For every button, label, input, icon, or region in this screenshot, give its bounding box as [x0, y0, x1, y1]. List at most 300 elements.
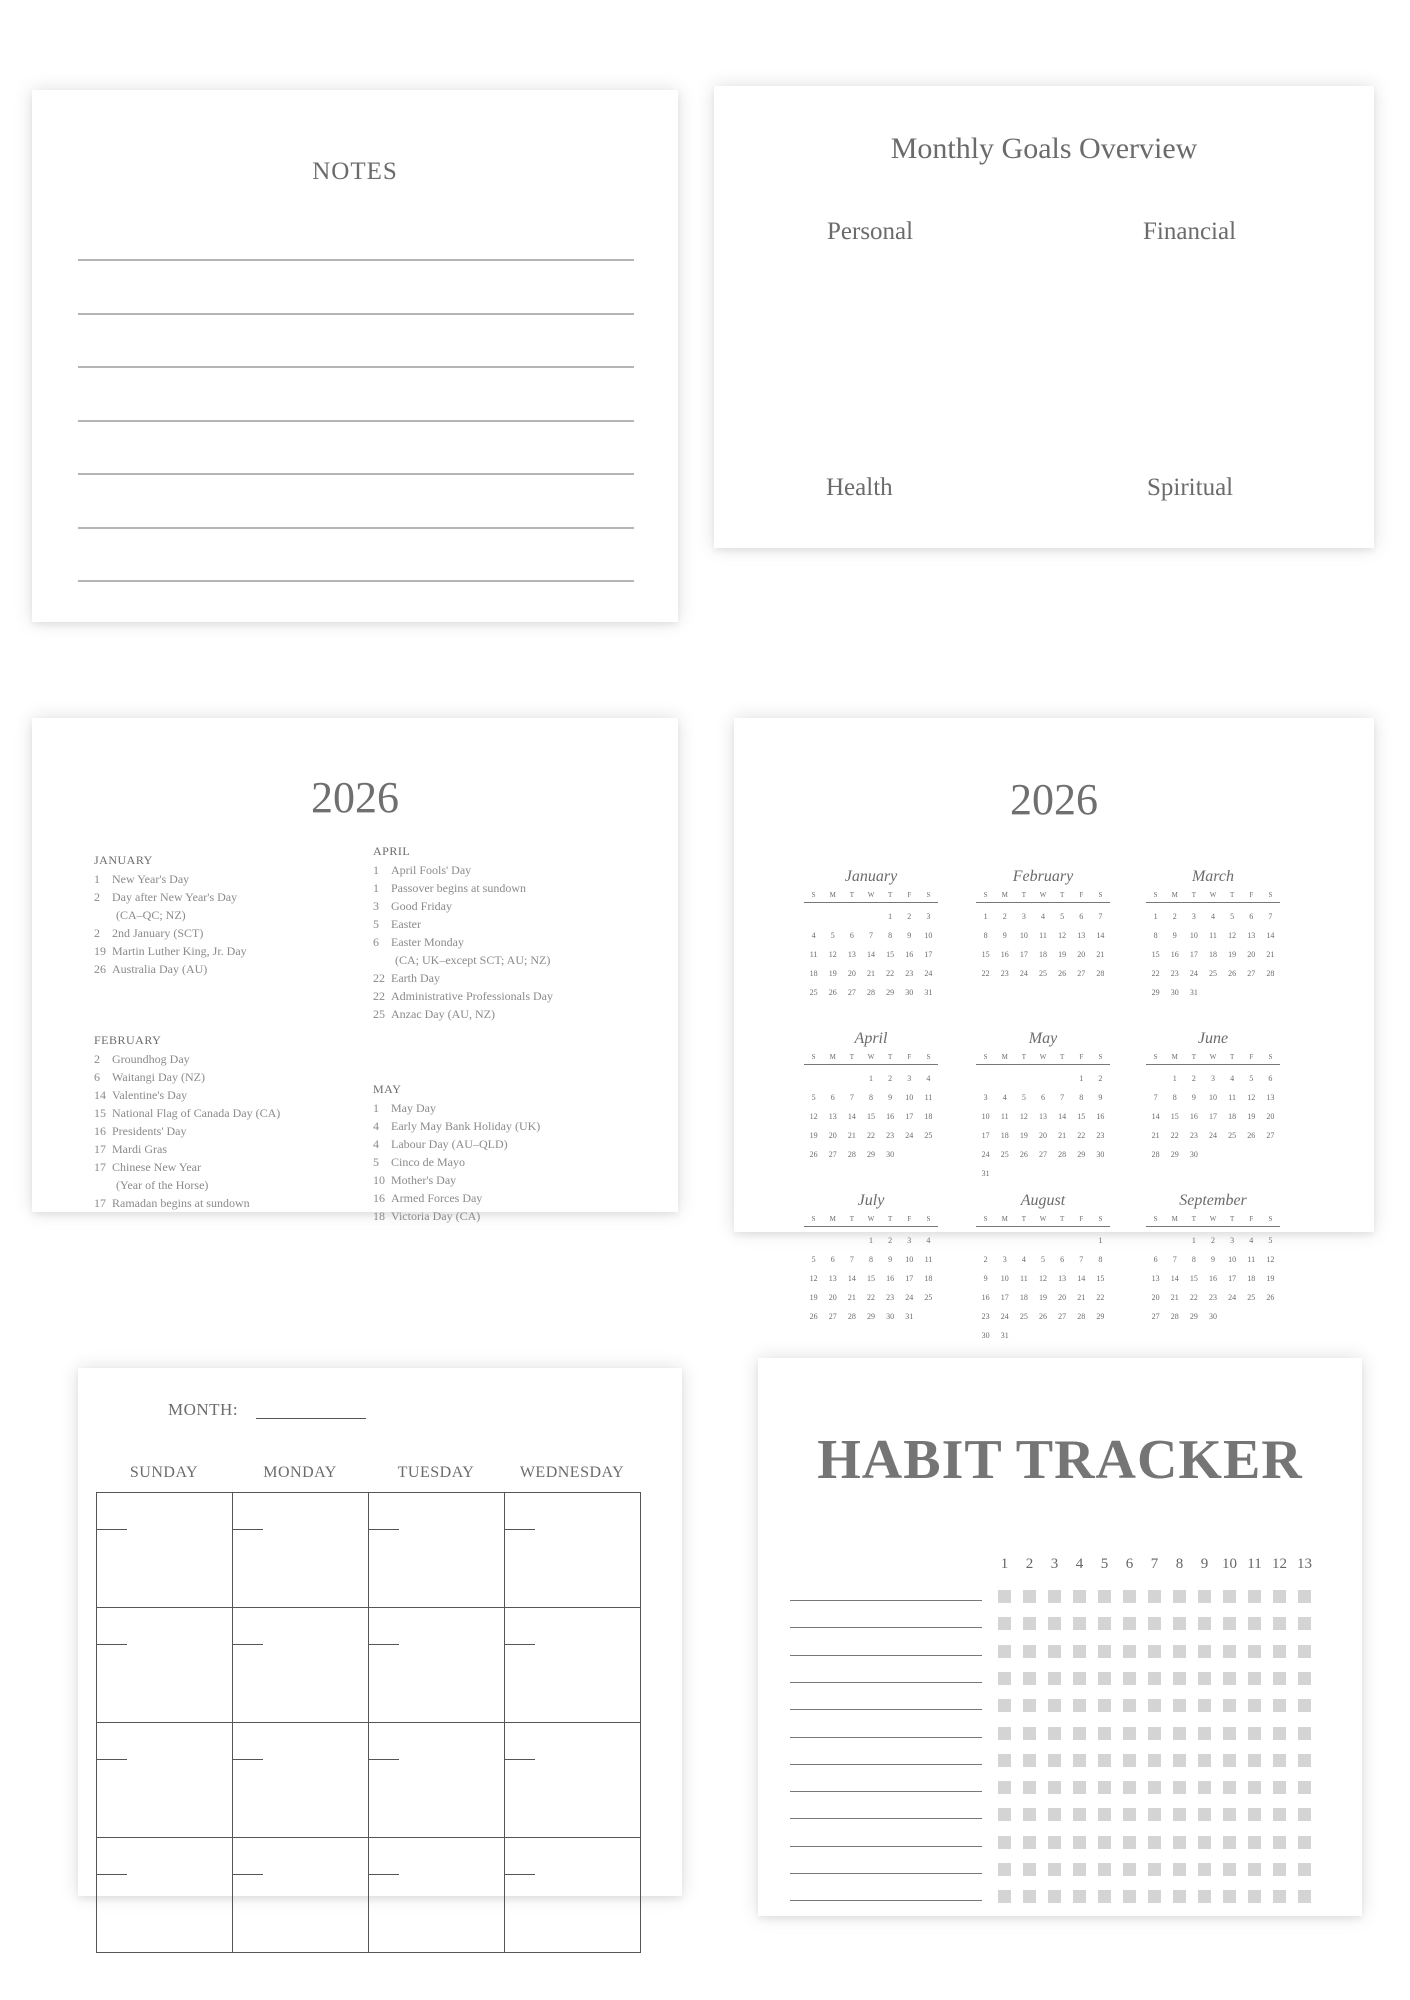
habit-checkbox[interactable]	[1248, 1699, 1261, 1712]
habit-checkbox[interactable]	[1298, 1590, 1311, 1603]
planner-day-cell[interactable]	[97, 1493, 233, 1608]
calendar-day: 29	[1189, 1312, 1198, 1321]
holiday-item	[373, 933, 553, 951]
calendar-day: 12	[809, 1274, 818, 1283]
holiday-item	[373, 1207, 553, 1225]
habit-checkbox[interactable]	[1198, 1645, 1211, 1658]
habit-checkbox[interactable]	[1298, 1754, 1311, 1767]
habit-name-line[interactable]	[790, 1627, 982, 1628]
habit-checkbox[interactable]	[1173, 1754, 1186, 1767]
mini-month-name: February	[1012, 868, 1074, 885]
planner-day-cell[interactable]	[97, 1608, 233, 1723]
habit-checkbox[interactable]	[1298, 1727, 1311, 1740]
habit-checkbox[interactable]	[1248, 1754, 1261, 1767]
habit-checkbox[interactable]	[1073, 1617, 1086, 1630]
calendar-day: 18	[809, 969, 818, 978]
habit-checkbox[interactable]	[1123, 1699, 1136, 1712]
habit-checkbox[interactable]	[1223, 1727, 1236, 1740]
habit-checkbox[interactable]	[1248, 1645, 1261, 1658]
habit-checkbox[interactable]	[998, 1672, 1011, 1685]
notes-writing-line[interactable]	[78, 420, 634, 422]
habit-checkbox[interactable]	[1098, 1699, 1111, 1712]
calendar-day: 26	[828, 988, 837, 997]
habit-checkbox[interactable]	[1173, 1808, 1186, 1821]
habit-day-number: 7	[1150, 1556, 1159, 1572]
calendar-day: 9	[1002, 931, 1007, 940]
habit-checkbox[interactable]	[1198, 1727, 1211, 1740]
habit-checkbox[interactable]	[1148, 1590, 1161, 1603]
habit-checkbox[interactable]	[1223, 1836, 1236, 1849]
habit-checkbox[interactable]	[1173, 1672, 1186, 1685]
planner-day-cell[interactable]	[505, 1723, 641, 1838]
holiday-name: Anzac Day (AU, NZ)	[391, 1007, 495, 1021]
habit-checkbox[interactable]	[1248, 1590, 1261, 1603]
calendar-day: 25	[924, 1131, 933, 1140]
habit-checkbox[interactable]	[1273, 1617, 1286, 1630]
calendar-day: 12	[1038, 1274, 1047, 1283]
holiday-name: Valentine's Day	[112, 1088, 188, 1102]
habit-checkbox[interactable]	[1098, 1617, 1111, 1630]
habit-checkbox[interactable]	[998, 1890, 1011, 1903]
calendar-day: 23	[1189, 1131, 1198, 1140]
habit-checkbox[interactable]	[1198, 1672, 1211, 1685]
habit-checkbox[interactable]	[1273, 1890, 1286, 1903]
habit-day-number: 5	[1100, 1556, 1109, 1572]
habit-checkbox[interactable]	[1023, 1590, 1036, 1603]
habit-checkbox[interactable]	[1073, 1699, 1086, 1712]
calendar-day: 3	[1230, 1236, 1235, 1245]
weekday-letter: T	[1021, 1215, 1026, 1223]
habit-checkbox[interactable]	[998, 1863, 1011, 1876]
holiday-month-section	[94, 852, 280, 978]
habit-checkbox[interactable]	[1023, 1836, 1036, 1849]
calendar-day: 26	[1247, 1131, 1256, 1140]
habit-checkbox[interactable]	[1273, 1808, 1286, 1821]
habit-checkbox[interactable]	[1023, 1781, 1036, 1794]
calendar-day: 3	[983, 1093, 988, 1102]
habit-checkbox[interactable]	[1173, 1699, 1186, 1712]
habit-checkbox[interactable]	[1148, 1781, 1161, 1794]
habit-checkbox[interactable]	[1148, 1672, 1161, 1685]
habit-checkbox[interactable]	[1073, 1727, 1086, 1740]
habit-checkbox[interactable]	[1048, 1754, 1061, 1767]
habit-checkbox[interactable]	[1223, 1863, 1236, 1876]
calendar-day: 26	[809, 1150, 818, 1159]
habit-checkbox[interactable]	[1048, 1890, 1061, 1903]
calendar-day: 19	[828, 969, 837, 978]
habit-checkbox[interactable]	[998, 1645, 1011, 1658]
weekday-letter: M	[1171, 891, 1178, 899]
holiday-name: (Year of the Horse)	[116, 1178, 209, 1192]
habit-checkbox[interactable]	[1148, 1808, 1161, 1821]
habit-checkbox[interactable]	[1223, 1590, 1236, 1603]
calendar-day: 23	[1096, 1131, 1105, 1140]
habit-checkbox[interactable]	[1223, 1754, 1236, 1767]
holiday-month-section	[373, 843, 553, 1023]
habit-checkbox[interactable]	[1023, 1645, 1036, 1658]
weekday-letter: M	[829, 1215, 836, 1223]
habit-checkbox[interactable]	[1048, 1699, 1061, 1712]
habit-checkbox[interactable]	[1073, 1781, 1086, 1794]
holidays-right-column	[373, 843, 553, 1265]
calendar-day: 20	[828, 1131, 837, 1140]
planner-day-cell[interactable]	[369, 1608, 505, 1723]
habit-checkbox[interactable]	[1148, 1836, 1161, 1849]
calendar-day: 21	[1096, 950, 1105, 959]
habit-checkbox[interactable]	[1123, 1645, 1136, 1658]
habit-checkbox[interactable]	[1048, 1863, 1061, 1876]
habit-name-line[interactable]	[790, 1655, 982, 1656]
habit-checkbox[interactable]	[1023, 1863, 1036, 1876]
notes-writing-line[interactable]	[78, 366, 634, 368]
habit-checkbox[interactable]	[998, 1808, 1011, 1821]
habit-checkbox[interactable]	[1123, 1754, 1136, 1767]
day-header-sunday: SUNDAY	[129, 1464, 199, 1481]
habit-name-line[interactable]	[790, 1900, 982, 1901]
holiday-name: Day after New Year's Day	[112, 890, 238, 904]
calendar-day: 24	[905, 1293, 914, 1302]
date-line	[505, 1874, 535, 1875]
habit-checkbox[interactable]	[1048, 1808, 1061, 1821]
habit-checkbox[interactable]	[1223, 1808, 1236, 1821]
planner-day-cell[interactable]	[505, 1608, 641, 1723]
holiday-day: 1	[373, 1101, 379, 1115]
habit-checkbox[interactable]	[1298, 1890, 1311, 1903]
weekday-letter: S	[926, 1215, 931, 1223]
habit-checkbox[interactable]	[1223, 1890, 1236, 1903]
habit-name-line[interactable]	[790, 1818, 982, 1819]
month-input-line[interactable]	[256, 1418, 366, 1419]
blank-day	[842, 907, 861, 926]
calendar-day: 2	[1002, 912, 1007, 921]
habit-checkbox[interactable]	[1073, 1836, 1086, 1849]
habit-checkbox[interactable]	[1098, 1590, 1111, 1603]
habit-checkbox[interactable]	[998, 1754, 1011, 1767]
planner-day-cell[interactable]	[233, 1608, 369, 1723]
habit-checkbox[interactable]	[1048, 1781, 1061, 1794]
habit-checkbox[interactable]	[1123, 1781, 1136, 1794]
habit-checkbox[interactable]	[1248, 1836, 1261, 1849]
habit-checkbox[interactable]	[1273, 1645, 1286, 1658]
habit-checkbox[interactable]	[1223, 1699, 1236, 1712]
holiday-item	[373, 1153, 553, 1171]
habit-checkbox[interactable]	[1198, 1808, 1211, 1821]
habit-checkbox[interactable]	[1248, 1781, 1261, 1794]
weekday-letter: W	[1209, 1215, 1217, 1223]
calendar-day: 18	[924, 1274, 933, 1283]
notes-writing-line[interactable]	[78, 473, 634, 475]
planner-day-cell[interactable]	[505, 1838, 641, 1953]
holiday-day: 14	[94, 1088, 106, 1102]
habit-checkbox[interactable]	[1298, 1645, 1311, 1658]
calendar-day: 7	[1153, 1093, 1158, 1102]
habit-day-number: 9	[1200, 1556, 1209, 1572]
blank-day	[1053, 1231, 1072, 1250]
habit-checkbox[interactable]	[1223, 1781, 1236, 1794]
notes-writing-line[interactable]	[78, 580, 634, 582]
mini-month-name: June	[1197, 1030, 1229, 1047]
calendar-day: 29	[1170, 1150, 1179, 1159]
calendar-day: 15	[1151, 950, 1160, 959]
calendar-day: 25	[1247, 1293, 1256, 1302]
habit-checkbox[interactable]	[1248, 1808, 1261, 1821]
weekday-letter: S	[811, 891, 816, 899]
habit-checkbox[interactable]	[1073, 1754, 1086, 1767]
calendar-day: 6	[849, 931, 854, 940]
habit-checkbox[interactable]	[1273, 1727, 1286, 1740]
holiday-item	[373, 1135, 553, 1153]
habit-checkbox[interactable]	[1298, 1781, 1311, 1794]
calendar-day: 16	[1208, 1274, 1217, 1283]
habit-checkbox[interactable]	[1098, 1645, 1111, 1658]
calendar-day: 23	[1208, 1293, 1217, 1302]
planner-day-cell[interactable]	[233, 1838, 369, 1953]
calendar-day: 28	[847, 1150, 856, 1159]
habit-checkbox[interactable]	[1173, 1863, 1186, 1876]
habit-name-line[interactable]	[790, 1791, 982, 1792]
holiday-name: Victoria Day (CA)	[391, 1209, 481, 1223]
planner-day-cell[interactable]	[97, 1838, 233, 1953]
habit-checkbox[interactable]	[1073, 1890, 1086, 1903]
habit-checkbox[interactable]	[1098, 1863, 1111, 1876]
calendar-day: 4	[1002, 1093, 1007, 1102]
calendar-day: 2	[1098, 1074, 1103, 1083]
habit-checkbox[interactable]	[998, 1781, 1011, 1794]
habit-checkbox[interactable]	[1123, 1727, 1136, 1740]
calendar-day: 13	[1077, 931, 1086, 940]
calendar-day: 14	[1077, 1274, 1086, 1283]
calendar-day: 7	[1098, 912, 1103, 921]
habit-checkbox[interactable]	[1148, 1863, 1161, 1876]
planner-day-cell[interactable]	[97, 1723, 233, 1838]
habit-checkbox[interactable]	[998, 1617, 1011, 1630]
calendar-day: 14	[1151, 1112, 1160, 1121]
habit-checkbox[interactable]	[1148, 1645, 1161, 1658]
habit-checkbox[interactable]	[1073, 1672, 1086, 1685]
habit-checkbox[interactable]	[1198, 1863, 1211, 1876]
habit-checkbox[interactable]	[1123, 1863, 1136, 1876]
calendar-day: 14	[1058, 1112, 1067, 1121]
habit-checkbox[interactable]	[1248, 1672, 1261, 1685]
calendar-day: 11	[1209, 931, 1217, 940]
habit-checkbox[interactable]	[1173, 1727, 1186, 1740]
habit-checkbox[interactable]	[1023, 1672, 1036, 1685]
habit-checkbox[interactable]	[1298, 1617, 1311, 1630]
weekday-letter: W	[1039, 1053, 1047, 1061]
habit-checkbox[interactable]	[1223, 1645, 1236, 1658]
mini-month-days	[804, 907, 938, 1002]
mini-month-days	[976, 1231, 1110, 1345]
holidays-left-column	[94, 852, 280, 1252]
habit-checkbox[interactable]	[1173, 1890, 1186, 1903]
mini-month-days	[1146, 1231, 1280, 1326]
calendar-day: 22	[1189, 1293, 1198, 1302]
habit-checkbox[interactable]	[1298, 1699, 1311, 1712]
habit-checkbox[interactable]	[1048, 1727, 1061, 1740]
habit-checkbox[interactable]	[998, 1727, 1011, 1740]
planner-day-cell[interactable]	[505, 1493, 641, 1608]
habit-checkbox[interactable]	[1173, 1590, 1186, 1603]
habit-checkbox[interactable]	[998, 1699, 1011, 1712]
habit-checkbox[interactable]	[1098, 1836, 1111, 1849]
calendar-day: 5	[1040, 1255, 1045, 1264]
habit-checkbox[interactable]	[1098, 1890, 1111, 1903]
habit-day-number: 3	[1050, 1556, 1059, 1572]
notes-writing-line[interactable]	[78, 313, 634, 315]
calendar-day: 19	[809, 1293, 818, 1302]
planner-day-cell[interactable]	[369, 1723, 505, 1838]
habit-name-line[interactable]	[790, 1682, 982, 1683]
calendar-day: 7	[1268, 912, 1273, 921]
habit-checkbox[interactable]	[1098, 1808, 1111, 1821]
habit-checkbox[interactable]	[1198, 1836, 1211, 1849]
calendar-day: 6	[1153, 1255, 1158, 1264]
habit-checkbox[interactable]	[1298, 1863, 1311, 1876]
habit-checkbox[interactable]	[1023, 1699, 1036, 1712]
mini-month-april	[804, 1028, 938, 1164]
mini-month-may	[976, 1028, 1110, 1183]
calendar-day: 12	[1019, 1112, 1028, 1121]
habit-checkbox[interactable]	[1173, 1617, 1186, 1630]
habit-checkbox[interactable]	[1098, 1727, 1111, 1740]
holiday-day: 25	[373, 1007, 385, 1021]
calendar-day: 2	[888, 1236, 893, 1245]
notes-writing-line[interactable]	[78, 259, 634, 261]
habit-checkbox[interactable]	[1048, 1645, 1061, 1658]
habit-checkbox[interactable]	[1273, 1836, 1286, 1849]
holiday-name: April Fools' Day	[391, 863, 472, 877]
habit-checkbox[interactable]	[1223, 1672, 1236, 1685]
calendar-day: 24	[924, 969, 933, 978]
calendar-day: 6	[1249, 912, 1254, 921]
habit-checkbox[interactable]	[1198, 1590, 1211, 1603]
weekday-letter: T	[1229, 1215, 1235, 1223]
habit-checkbox[interactable]	[1123, 1890, 1136, 1903]
holiday-day: 6	[373, 935, 379, 949]
monthly-goals-page	[714, 86, 1374, 548]
habit-checkbox[interactable]	[1148, 1890, 1161, 1903]
weekday-letter: F	[1249, 891, 1254, 899]
calendar-day: 29	[866, 1312, 875, 1321]
holiday-name: Mother's Day	[391, 1173, 457, 1187]
habit-checkbox[interactable]	[1073, 1645, 1086, 1658]
habit-checkbox[interactable]	[1098, 1781, 1111, 1794]
habit-checkbox[interactable]	[1098, 1754, 1111, 1767]
habit-checkbox[interactable]	[1248, 1727, 1261, 1740]
calendar-day: 27	[1038, 1150, 1047, 1159]
notes-writing-line[interactable]	[78, 527, 634, 529]
habit-checkbox[interactable]	[1173, 1781, 1186, 1794]
habit-name-line[interactable]	[790, 1873, 982, 1874]
habit-name-line[interactable]	[790, 1846, 982, 1847]
habit-name-line[interactable]	[790, 1737, 982, 1738]
habit-checkbox[interactable]	[1073, 1808, 1086, 1821]
planner-day-cell[interactable]	[369, 1838, 505, 1953]
habit-checkbox[interactable]	[1023, 1617, 1036, 1630]
calendar-day: 1	[1079, 1074, 1084, 1083]
blank-day	[842, 1069, 861, 1088]
habit-checkbox[interactable]	[1273, 1699, 1286, 1712]
habit-checkbox[interactable]	[1173, 1836, 1186, 1849]
habit-checkbox[interactable]	[1273, 1754, 1286, 1767]
habit-checkbox[interactable]	[1123, 1590, 1136, 1603]
calendar-day: 3	[907, 1236, 912, 1245]
habit-checkbox[interactable]	[1198, 1699, 1211, 1712]
habit-checkbox[interactable]	[1198, 1781, 1211, 1794]
calendar-day: 4	[1210, 912, 1215, 921]
habit-name-line[interactable]	[790, 1764, 982, 1765]
habit-checkbox[interactable]	[1048, 1836, 1061, 1849]
habit-checkbox[interactable]	[998, 1836, 1011, 1849]
habit-checkbox[interactable]	[1148, 1699, 1161, 1712]
habit-name-line[interactable]	[790, 1709, 982, 1710]
calendar-day: 11	[1247, 1255, 1256, 1264]
calendar-day: 2	[983, 1255, 988, 1264]
calendar-day: 22	[886, 969, 895, 978]
calendar-day: 18	[1247, 1274, 1256, 1283]
habit-checkbox[interactable]	[1023, 1754, 1036, 1767]
habit-checkbox[interactable]	[1123, 1808, 1136, 1821]
holiday-item	[94, 1068, 280, 1086]
weekday-letter: F	[907, 891, 912, 899]
habit-checkbox[interactable]	[1273, 1863, 1286, 1876]
habit-checkbox[interactable]	[1298, 1672, 1311, 1685]
habit-checkbox[interactable]	[1023, 1808, 1036, 1821]
habit-checkbox[interactable]	[1148, 1754, 1161, 1767]
weekday-header	[1146, 1050, 1280, 1065]
habit-checkbox[interactable]	[1248, 1617, 1261, 1630]
habit-checkbox[interactable]	[1223, 1617, 1236, 1630]
habit-checkbox[interactable]	[1198, 1754, 1211, 1767]
habit-checkbox[interactable]	[1173, 1645, 1186, 1658]
habit-name-line[interactable]	[790, 1600, 982, 1601]
habit-checkbox[interactable]	[1048, 1617, 1061, 1630]
blank-day	[1072, 1231, 1091, 1250]
habit-checkbox[interactable]	[1048, 1590, 1061, 1603]
calendar-day: 8	[868, 1093, 873, 1102]
habit-checkbox[interactable]	[1098, 1672, 1111, 1685]
habit-checkbox[interactable]	[1248, 1863, 1261, 1876]
habit-checkbox[interactable]	[1148, 1727, 1161, 1740]
habit-checkbox[interactable]	[1073, 1590, 1086, 1603]
planner-day-cell[interactable]	[369, 1493, 505, 1608]
habit-checkbox[interactable]	[1048, 1672, 1061, 1685]
habit-checkbox[interactable]	[1148, 1617, 1161, 1630]
mini-month-name: September	[1179, 1192, 1247, 1209]
habit-checkbox[interactable]	[1273, 1590, 1286, 1603]
habit-checkbox[interactable]	[1123, 1836, 1136, 1849]
habit-checkbox[interactable]	[1248, 1890, 1261, 1903]
habit-checkbox[interactable]	[1298, 1808, 1311, 1821]
calendar-day: 18	[1038, 950, 1047, 959]
habit-checkbox[interactable]	[1198, 1617, 1211, 1630]
habit-checkbox[interactable]	[1023, 1890, 1036, 1903]
planner-day-cell[interactable]	[233, 1723, 369, 1838]
habit-checkbox[interactable]	[1123, 1617, 1136, 1630]
habit-checkbox[interactable]	[1073, 1863, 1086, 1876]
calendar-day: 25	[1038, 969, 1047, 978]
habit-checkbox[interactable]	[1273, 1672, 1286, 1685]
habit-checkbox[interactable]	[998, 1590, 1011, 1603]
habit-checkbox[interactable]	[1298, 1836, 1311, 1849]
planner-day-cell[interactable]	[233, 1493, 369, 1608]
blank-day	[842, 1231, 861, 1250]
habit-checkbox[interactable]	[1273, 1781, 1286, 1794]
habit-checkbox[interactable]	[1023, 1727, 1036, 1740]
habit-checkbox[interactable]	[1198, 1890, 1211, 1903]
holiday-name: Good Friday	[391, 899, 452, 913]
habit-checkbox[interactable]	[1123, 1672, 1136, 1685]
